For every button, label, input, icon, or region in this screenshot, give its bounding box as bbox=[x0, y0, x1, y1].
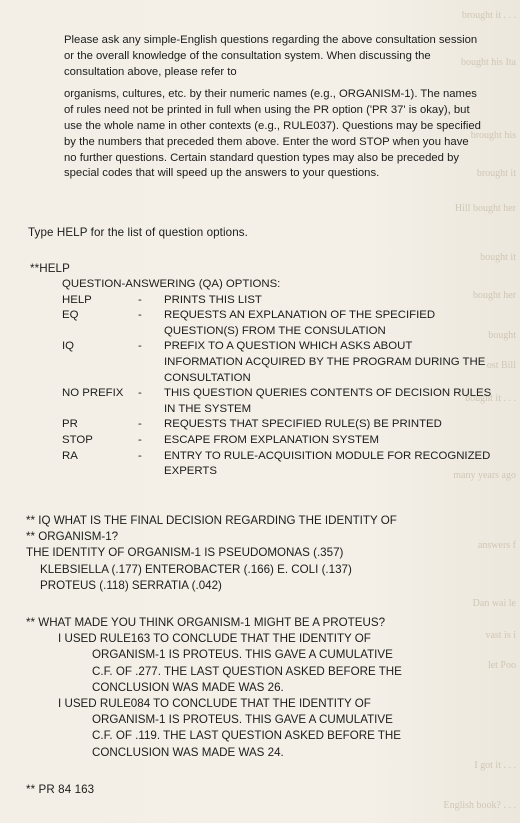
option-dash: - bbox=[138, 387, 142, 400]
option-row-iq bbox=[62, 339, 502, 386]
option-dash: - bbox=[138, 449, 142, 462]
options-header: QUESTION-ANSWERING (QA) OPTIONS: bbox=[62, 278, 281, 290]
proteus-question: ** WHAT MADE YOU THINK ORGANISM-1 MIGHT BE A PROTEUS? bbox=[26, 616, 386, 629]
reason-2-line-1: I USED RULE084 TO CONCLUDE THAT THE IDENTITY OF bbox=[58, 697, 371, 711]
reason-1-line-3: C.F. OF .277. THE LAST QUESTION ASKED BEFORE THE bbox=[92, 664, 402, 678]
iq-exchange bbox=[26, 513, 397, 594]
option-description: ESCAPE FROM EXPLANATION SYSTEM bbox=[164, 433, 379, 446]
option-code: STOP bbox=[62, 433, 93, 446]
option-description: REQUESTS THAT SPECIFIED RULE(S) BE PRINTED bbox=[164, 418, 442, 431]
option-row-no-prefix bbox=[62, 386, 502, 417]
proteus-exchange bbox=[26, 615, 402, 761]
show-through-text: brought it . . . bought his Ita brought his brought it Hill bought her bought it bought her bought ost Bill bought it . . . many years ago answers f Dan wai le vast is i let Poo I got it . . . English book? . . . bbox=[443, 10, 516, 811]
option-code: EQ bbox=[62, 309, 79, 322]
option-row-pr bbox=[62, 417, 502, 433]
option-dash: - bbox=[138, 309, 142, 322]
option-description: PREFIX TO A QUESTION WHICH ASKS ABOUT INFORMATION ACQUIRED BY THE PROGRAM DURING THE CONSULTATION bbox=[164, 340, 486, 384]
reason-2-line-3: C.F. OF .119. THE LAST QUESTION ASKED BEFORE THE bbox=[92, 729, 402, 743]
options-list bbox=[62, 277, 502, 480]
intro-paragraph-2: organisms, cultures, etc. by their numeric names (e.g., ORGANISM-1). The names of rules need not be printed in full when using the PR option ('PR 37' is okay), but use the whole name in other contexts (e.g., RULE037). Questions may be specified by the numbers that preceded them above. Enter the word STOP when you have no further questions. Certain standard question types may also be preceded by special codes that will speed up the answers to your questions. bbox=[64, 88, 481, 180]
iq-answer-line-3: PROTEUS (.118) SERRATIA (.042) bbox=[40, 578, 222, 592]
option-description: PRINTS THIS LIST bbox=[164, 293, 262, 306]
help-command: **HELP bbox=[30, 262, 70, 275]
option-dash: - bbox=[138, 293, 142, 306]
option-dash: - bbox=[138, 418, 142, 431]
intro-text bbox=[64, 33, 484, 182]
option-row-stop bbox=[62, 433, 502, 449]
option-row-ra bbox=[62, 449, 502, 480]
option-description: ENTRY TO RULE-ACQUISITION MODULE FOR RECOGNIZED EXPERTS bbox=[164, 449, 491, 478]
intro-paragraph-1: Please ask any simple-English questions regarding the above consultation session or the overall knowledge of the consultation system. When discussing the consultation above, please refer to bbox=[64, 34, 478, 78]
option-dash: - bbox=[138, 340, 142, 353]
reason-1-line-2: ORGANISM-1 IS PROTEUS. THIS GAVE A CUMULATIVE bbox=[92, 648, 393, 662]
option-description: THIS QUESTION QUERIES CONTENTS OF DECISION RULES IN THE SYSTEM bbox=[164, 387, 492, 415]
option-code: IQ bbox=[62, 340, 75, 353]
iq-question-line-2: ** ORGANISM-1? bbox=[26, 530, 119, 544]
option-code: PR bbox=[62, 418, 78, 431]
final-command: ** PR 84 163 bbox=[26, 783, 95, 796]
option-description: REQUESTS AN EXPLANATION OF THE SPECIFIED QUESTION(S) FROM THE CONSULATION bbox=[164, 309, 436, 337]
iq-answer-line-2: KLEBSIELLA (.177) ENTEROBACTER (.166) E. COLI (.137) bbox=[40, 562, 352, 576]
reason-2-line-4: CONCLUSION WAS MADE WAS 24. bbox=[92, 745, 284, 759]
option-code: NO PREFIX bbox=[62, 387, 124, 400]
iq-answer-line-1: THE IDENTITY OF ORGANISM-1 IS PSEUDOMONAS (.357) bbox=[26, 546, 344, 560]
reason-1-line-4: CONCLUSION WAS MADE WAS 26. bbox=[92, 680, 284, 694]
option-code: RA bbox=[62, 449, 78, 462]
option-row-help bbox=[62, 293, 502, 309]
option-code: HELP bbox=[62, 293, 92, 306]
reason-2-line-2: ORGANISM-1 IS PROTEUS. THIS GAVE A CUMULATIVE bbox=[92, 713, 393, 727]
iq-question-line-1: ** IQ WHAT IS THE FINAL DECISION REGARDING THE IDENTITY OF bbox=[26, 514, 397, 527]
help-prompt: Type HELP for the list of question options. bbox=[28, 226, 248, 239]
reason-1-line-1: I USED RULE163 TO CONCLUDE THAT THE IDENTITY OF bbox=[58, 632, 371, 646]
option-dash: - bbox=[138, 433, 142, 446]
option-row-eq bbox=[62, 308, 502, 339]
